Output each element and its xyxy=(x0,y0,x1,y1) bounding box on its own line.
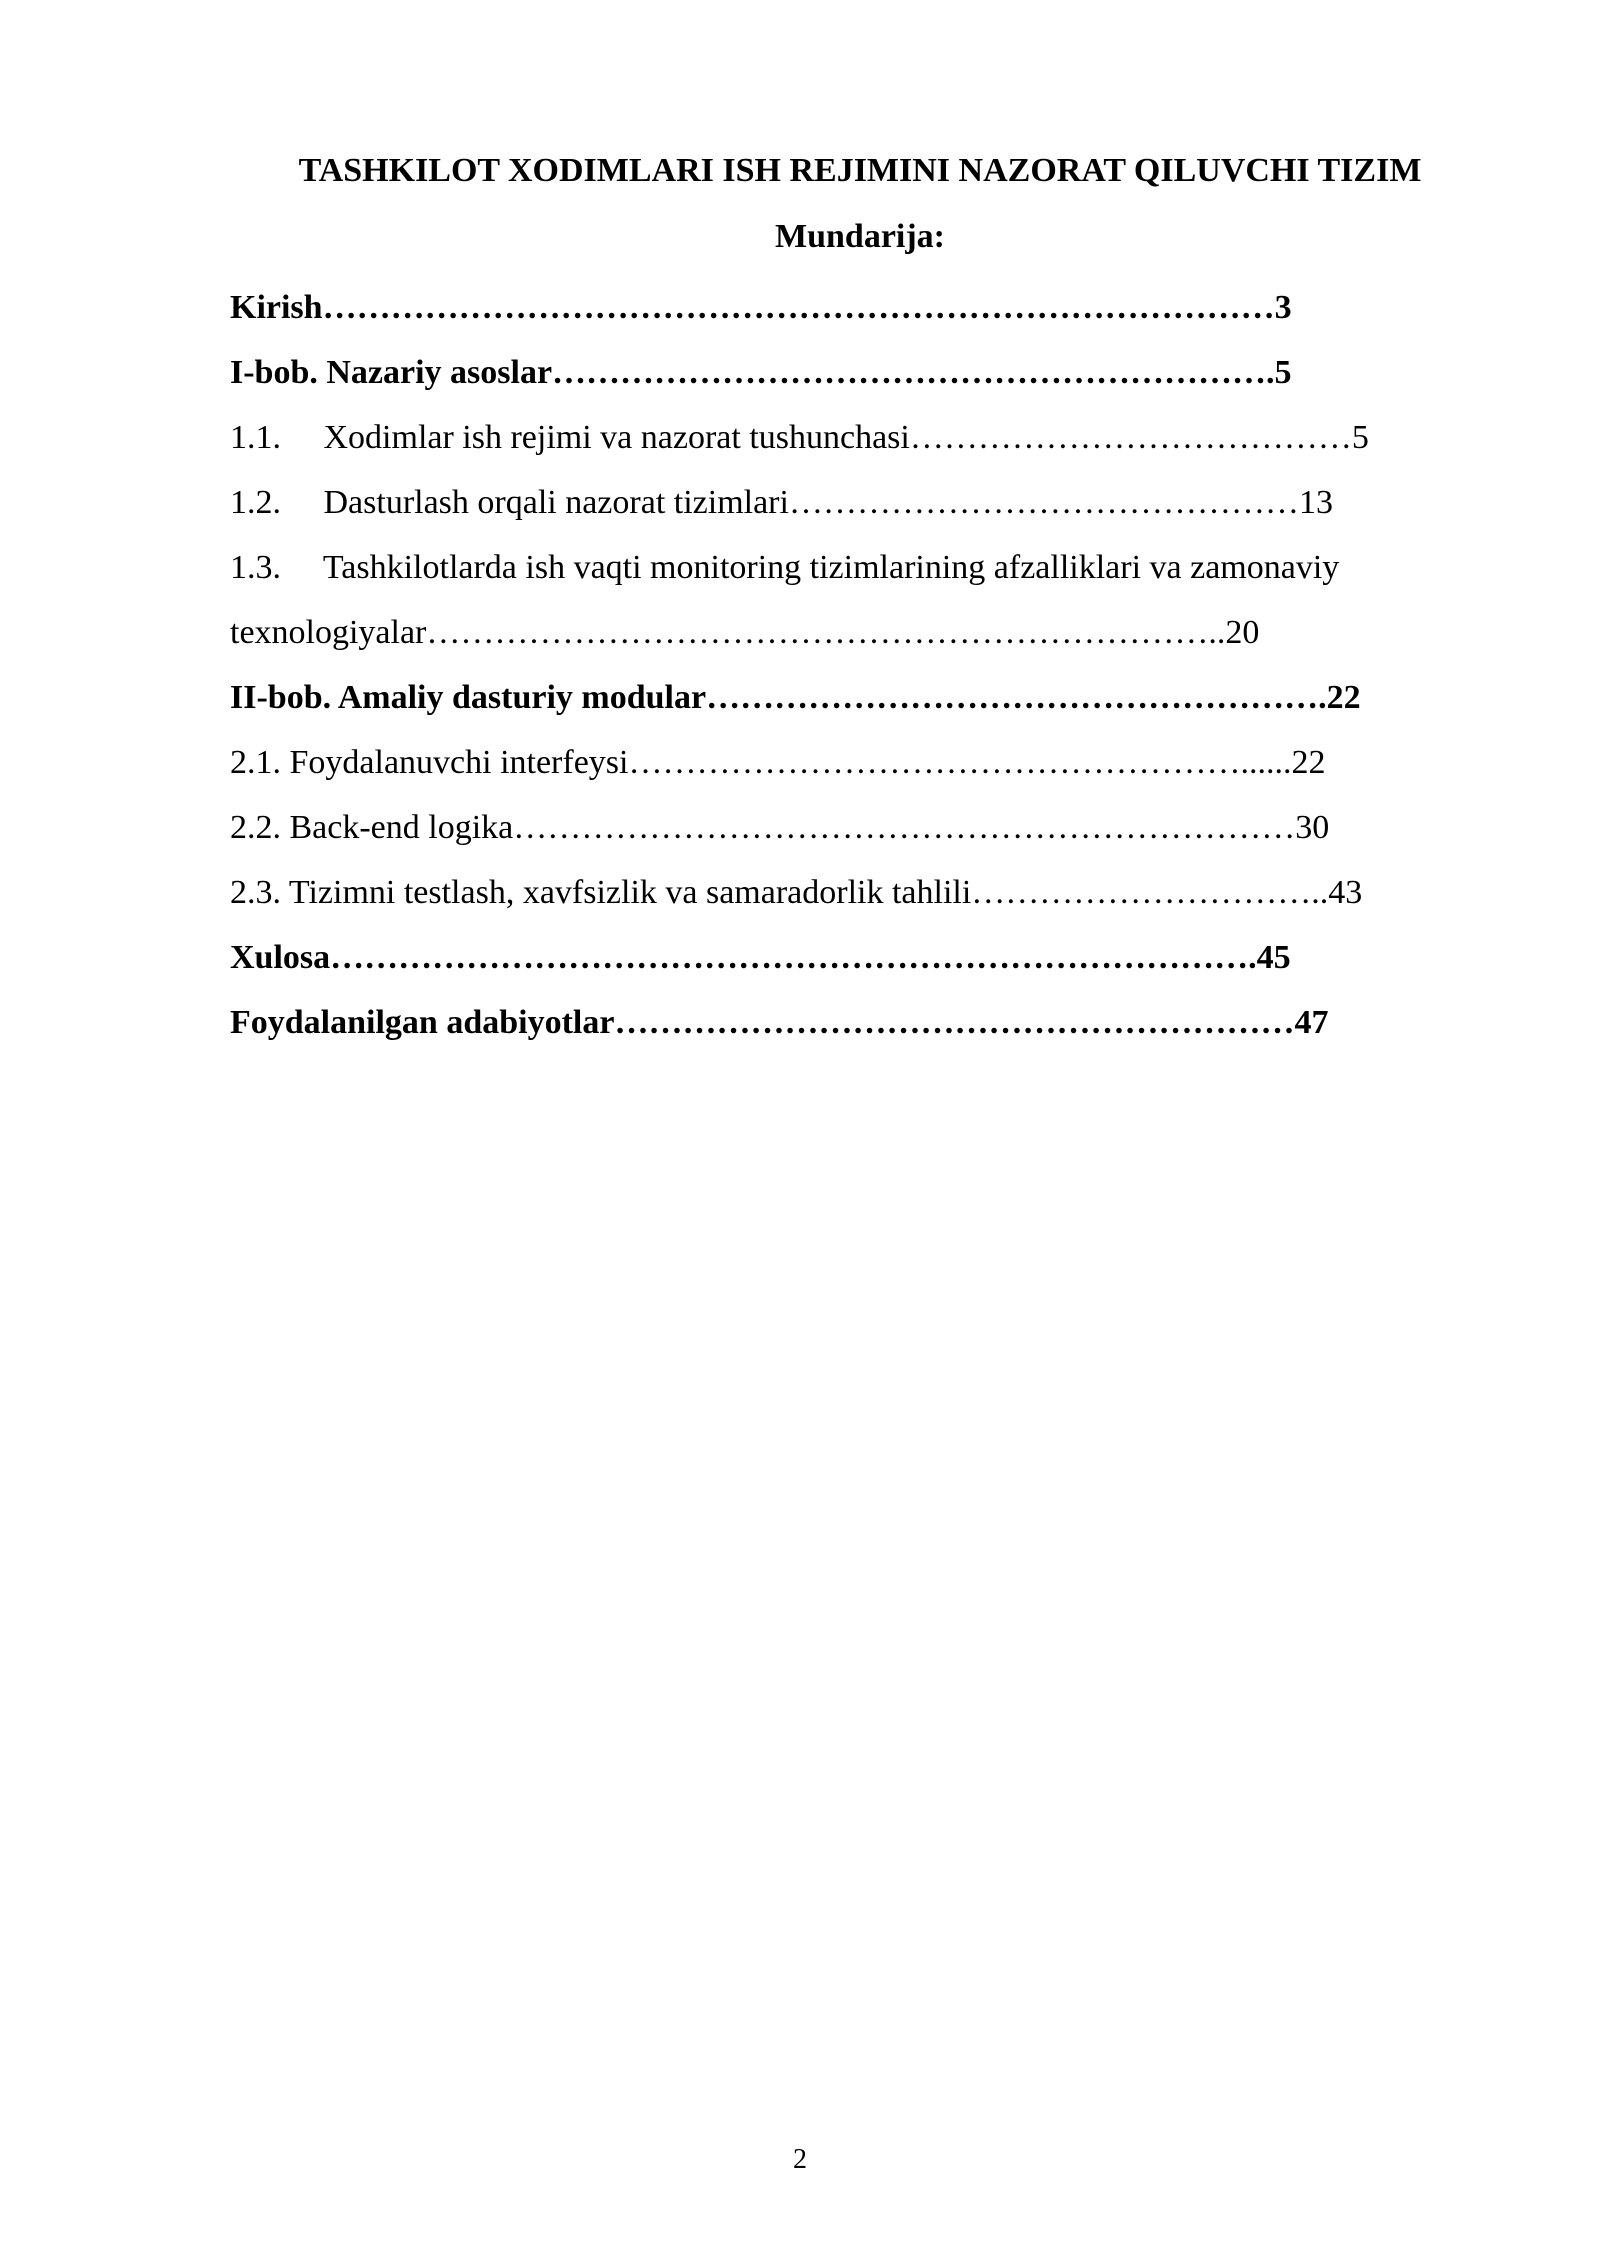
toc-entry-1-2: 1.2. Dasturlash orqali nazorat tizimlari………………………………………13 xyxy=(230,484,1333,521)
toc-entry-1-3: 1.3. Tashkilotlarda ish vaqti monitoring tizimlarining afzalliklari va zamonaviy xyxy=(230,549,1340,586)
toc-entry-xulosa: Xulosa……………………………………………………………………….45 xyxy=(230,939,1291,976)
page-number: 2 xyxy=(793,2144,807,2175)
toc-heading: Mundarija: xyxy=(775,218,945,255)
toc-entry-references: Foydalanilgan adabiyotlar……………………………………………………47 xyxy=(230,1004,1329,1041)
toc-entry-chapter-2: II-bob. Amaliy dasturiy modular……………………………………………….22 xyxy=(230,679,1361,716)
document-title: TASHKILOT XODIMLARI ISH REJIMINI NAZORAT QILUVCHI TIZIM xyxy=(298,152,1422,189)
toc-entry-2-2: 2.2. Back-end logika……………………………………………………………30 xyxy=(230,809,1330,846)
toc-entry-1-1: 1.1. Xodimlar ish rejimi va nazorat tushunchasi…………………………………5 xyxy=(230,419,1369,456)
toc-entry-2-3: 2.3. Tizimni testlash, xavfsizlik va samaradorlik tahlili…………………………..43 xyxy=(230,874,1363,911)
toc-entry-kirish: Kirish…………………………………………………………………………3 xyxy=(230,289,1292,326)
toc-entry-2-1: 2.1. Foydalanuvchi interfeysi………………………………………………......22 xyxy=(230,744,1326,781)
toc-entry-chapter-1: I-bob. Nazariy asoslar……………………………………………………….5 xyxy=(230,354,1292,391)
toc-entry-1-3-continued: texnologiyalar……………………………………………………………..20 xyxy=(230,614,1260,651)
